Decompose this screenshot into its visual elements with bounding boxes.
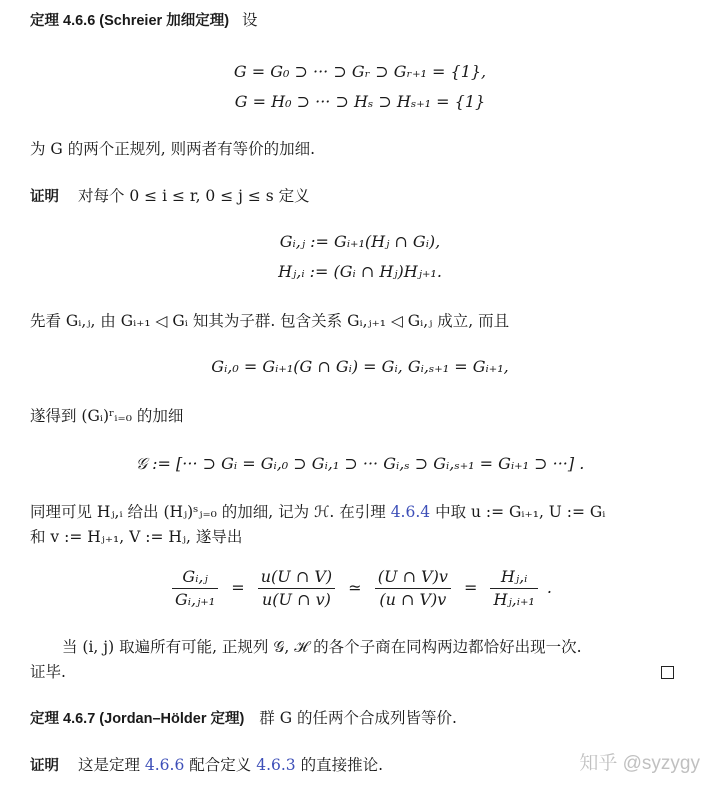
- fraction-u2-den: (u ∩ V)v: [379, 590, 447, 609]
- proof-intro: [30, 185, 310, 208]
- lemma-text-2: 中取 u := Gᵢ₊₁, U := Gᵢ: [435, 503, 606, 521]
- fraction-h: [490, 566, 537, 611]
- theorem-label: 定理 4.6.6 (Schreier 加细定理): [30, 13, 230, 29]
- proof2-text-2: 配合定义: [189, 756, 252, 774]
- definition-ref-link[interactable]: 4.6.3: [256, 756, 296, 774]
- watermark: 知乎 @syzygy: [579, 753, 700, 774]
- paragraph-conclusion: 当 (i, j) 取遍所有可能, 正规列 𝒢, ℋ 的各个子商在同构两边都恰好出现一次.: [62, 638, 582, 656]
- lemma-text-1: 同理可见 Hⱼ,ᵢ 给出 (Hⱼ)ˢⱼ₌₀ 的加细, 记为 ℋ. 在引理: [30, 503, 386, 521]
- qed-square-icon: [661, 666, 674, 679]
- theorem2-text: 群 G 的任两个合成列皆等价.: [259, 709, 457, 727]
- fraction-g-den: Gᵢ,ⱼ₊₁: [174, 590, 216, 609]
- display-endpoints: Gᵢ,₀ = Gᵢ₊₁(G ∩ Gᵢ) = Gᵢ, Gᵢ,ₛ₊₁ = Gᵢ₊₁,: [211, 357, 509, 376]
- display-isomorphism: [0, 566, 720, 611]
- display-refinement-g: 𝒢 := [··· ⊃ Gᵢ = Gᵢ,₀ ⊃ Gᵢ,₁ ⊃ ··· Gᵢ,ₛ ⊃ Gᵢ,ₛ₊₁ = Gᵢ₊₁ ⊃ ···] .: [135, 454, 585, 473]
- fraction-h-den: Hⱼ,ᵢ₊₁: [493, 590, 535, 609]
- theorem-ref-link[interactable]: 4.6.6: [144, 756, 185, 774]
- theorem-intro: 设: [241, 11, 258, 29]
- theorem2-heading: [30, 707, 457, 730]
- theorem2-label: 定理 4.6.7 (Jordan–Hölder 定理): [30, 711, 245, 727]
- proof-end-text: 证毕.: [30, 663, 66, 681]
- fraction-g-num: Gᵢ,ⱼ: [172, 566, 218, 589]
- equals-sign-2: =: [463, 578, 478, 597]
- proof2-text-3: 的直接推论.: [300, 756, 384, 774]
- iso-sign: ≃: [348, 578, 362, 597]
- fraction-u2-num: (U ∩ V)v: [375, 566, 451, 589]
- fraction-u1: [258, 566, 335, 611]
- proof2-label: 证明: [30, 758, 59, 774]
- paragraph-subgroup: 先看 Gᵢ,ⱼ, 由 Gᵢ₊₁ ◁ Gᵢ 知其为子群. 包含关系 Gᵢ,ⱼ₊₁ ◁ Gᵢ,ⱼ 成立, 而且: [30, 312, 510, 330]
- theorem-statement: 为 G 的两个正规列, 则两者有等价的加细.: [30, 140, 316, 158]
- proof2: [30, 754, 383, 777]
- proof-text: 对每个 0 ≤ i ≤ r, 0 ≤ j ≤ s 定义: [77, 187, 310, 205]
- theorem-heading: [30, 9, 257, 32]
- fraction-g: [172, 566, 218, 611]
- display-series-h: G = H₀ ⊃ ··· ⊃ Hₛ ⊃ Hₛ₊₁ = {1}: [234, 92, 486, 111]
- fraction-h-num: Hⱼ,ᵢ: [490, 566, 537, 589]
- paragraph-refinement: 遂得到 (Gᵢ)ʳᵢ₌₀ 的加细: [30, 407, 184, 425]
- fraction-u1-den: u(U ∩ v): [262, 590, 331, 609]
- paragraph-lemma-line2: 和 v := Hⱼ₊₁, V := Hⱼ, 遂导出: [30, 528, 243, 546]
- lemma-ref-link[interactable]: 4.6.4: [390, 503, 431, 521]
- fraction-u1-num: u(U ∩ V): [258, 566, 335, 589]
- display-series-g: G = G₀ ⊃ ··· ⊃ Gᵣ ⊃ Gᵣ₊₁ = {1},: [233, 62, 487, 81]
- proof-label: 证明: [30, 189, 59, 205]
- proof2-text-1: 这是定理: [77, 756, 140, 774]
- display-def-g: Gᵢ,ⱼ := Gᵢ₊₁(Hⱼ ∩ Gᵢ),: [279, 232, 441, 251]
- equals-sign: =: [231, 578, 245, 597]
- display-def-h: Hⱼ,ᵢ := (Gᵢ ∩ Hⱼ)Hⱼ₊₁.: [278, 262, 442, 281]
- paragraph-lemma: [30, 501, 605, 523]
- fraction-u2: [375, 566, 451, 611]
- display-period: .: [546, 578, 553, 597]
